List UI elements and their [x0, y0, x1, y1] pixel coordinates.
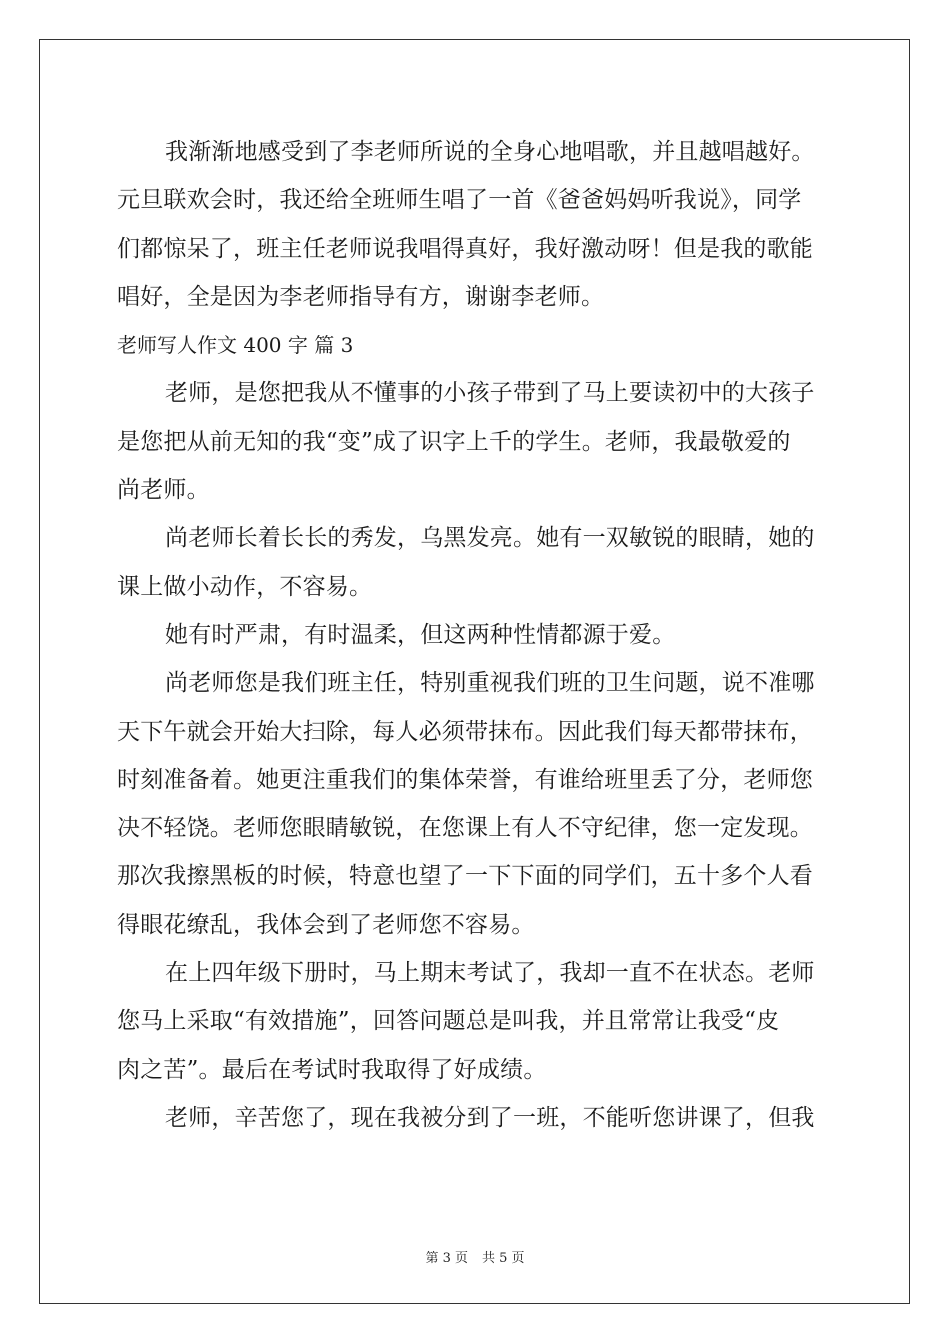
page-number: 第 3 页 — [425, 1251, 468, 1266]
text-line: 天下午就会开始大扫除，每人必须带抹布。因此我们每天都带抹布， — [117, 718, 813, 745]
text-line: 老师，是您把我从不懂事的小孩子带到了马上要读初中的大孩子 — [165, 380, 815, 407]
text-line: 肉之苦”。最后在考试时我取得了好成绩。 — [117, 1056, 547, 1083]
text-line: 我渐渐地感受到了李老师所说的全身心地唱歌，并且越唱越好。 — [165, 139, 815, 165]
page-total: 共 5 页 — [482, 1251, 525, 1266]
text-line: 唱好，全是因为李老师指导有方，谢谢李老师。 — [117, 283, 605, 310]
text-line: 尚老师长着长长的秀发，乌黑发亮。她有一双敏锐的眼睛，她的 — [165, 525, 815, 552]
text-line: 时刻准备着。她更注重我们的集体荣誉，有谁给班里丢了分，老师您 — [117, 766, 813, 793]
text-line: 元旦联欢会时，我还给全班师生唱了一首《爸爸妈妈听我说》，同学 — [117, 187, 802, 214]
document-body — [117, 128, 833, 1142]
text-line: 尚老师您是我们班主任，特别重视我们班的卫生问题，说不准哪 — [165, 670, 815, 697]
text-line: 那次我擦黑板的时候，特意也望了一下下面的同学们，五十多个人看 — [117, 863, 813, 890]
text-line: 老师，辛苦您了，现在我被分到了一班，不能听您讲课了，但我 — [165, 1104, 815, 1131]
text-line: 尚老师。 — [117, 477, 210, 504]
text-line: 们都惊呆了，班主任老师说我唱得真好，我好激动呀！但是我的歌能 — [117, 235, 813, 262]
text-line: 是您把从前无知的我“变”成了识字上千的学生。老师，我最敬爱的 — [117, 428, 791, 455]
text-line: 课上做小动作，不容易。 — [117, 573, 373, 600]
section-heading: 老师写人作文 400 字 篇 3 — [117, 333, 354, 358]
text-line: 她有时严肃，有时温柔，但这两种性情都源于爱。 — [165, 621, 676, 648]
page-footer — [0, 1247, 950, 1266]
text-line: 您马上采取“有效措施”，回答问题总是叫我，并且常常让我受“皮 — [117, 1008, 780, 1035]
text-line: 得眼花缭乱，我体会到了老师您不容易。 — [117, 911, 535, 938]
text-line: 在上四年级下册时，马上期末考试了，我却一直不在状态。老师 — [165, 960, 815, 987]
text-line: 决不轻饶。老师您眼睛敏锐，在您课上有人不守纪律，您一定发现。 — [117, 815, 813, 842]
